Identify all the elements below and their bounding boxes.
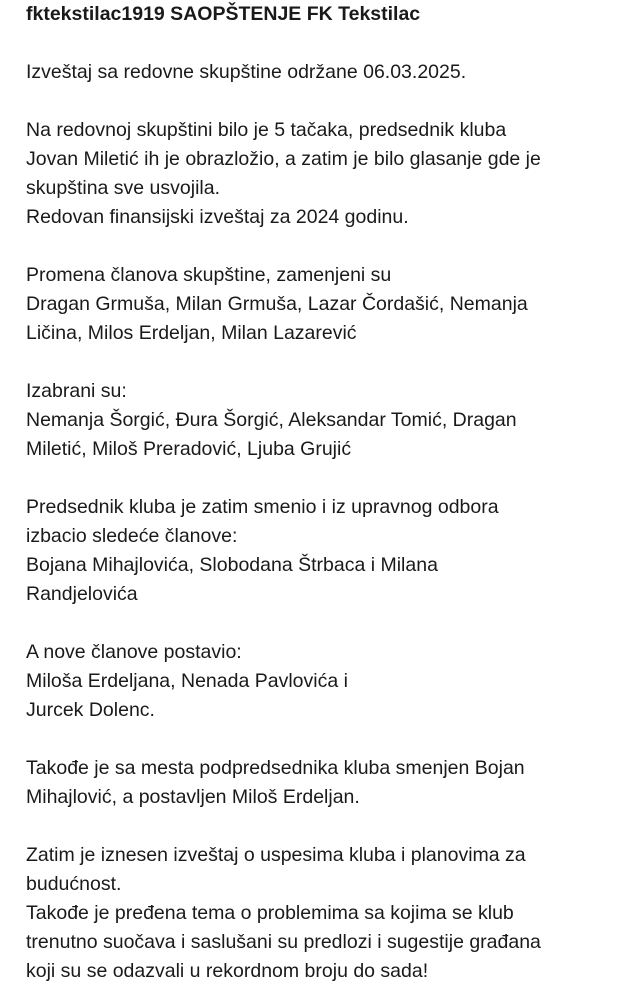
text-line: Takođe je pređena tema o problemima sa kojima se klub [26, 902, 514, 924]
text-line: Predsednik kluba je zatim smenio i iz upravnog odbora [26, 496, 499, 518]
text-line: A nove članove postavio: [26, 641, 242, 663]
text-line: Jovan Miletić ih je obrazložio, a zatim je bilo glasanje gde je [26, 148, 541, 170]
text-line: Ličina, Milos Erdeljan, Milan Lazarević [26, 322, 357, 344]
paragraph-members-replaced [26, 261, 629, 348]
paragraph-spacer [26, 812, 629, 841]
text-line: Zatim je iznesen izveštaj o uspesima kluba i planovima za [26, 844, 526, 866]
paragraph-meeting-report [26, 58, 629, 87]
paragraph-spacer [26, 87, 629, 116]
paragraph-spacer [26, 725, 629, 754]
text-line: Izabrani su: [26, 380, 127, 402]
paragraph-closing [26, 841, 629, 986]
text-line: budućnost. [26, 873, 122, 895]
text-line: Jurcek Dolenc. [26, 699, 155, 721]
text-line: Miletić, Miloš Preradović, Ljuba Grujić [26, 438, 352, 460]
text-line: Promena članova skupštine, zamenjeni su [26, 264, 392, 286]
text-line: Nemanja Šorgić, Đura Šorgić, Aleksandar Tomić, Dragan [26, 409, 517, 431]
paragraph-spacer [26, 464, 629, 493]
paragraph-vice-president [26, 754, 629, 812]
text-line: Na redovnoj skupštini bilo je 5 tačaka, predsednik kluba [26, 119, 507, 141]
text-line: koji su se odazvali u rekordnom broju do sada! [26, 960, 429, 982]
text-line: izbacio sledeće članove: [26, 525, 238, 547]
paragraph-spacer [26, 29, 629, 58]
text-line: Izveštaj sa redovne skupštine održane 06.03.2025. [26, 61, 467, 83]
text-line: trenutno suočava i saslušani su predlozi i sugestije građana [26, 931, 541, 953]
paragraph-spacer [26, 232, 629, 261]
paragraph-board-appointed [26, 638, 629, 725]
text-line: Randjelovića [26, 583, 138, 605]
post-header: fktekstilac1919 SAOPŠTENJE FK Tekstilac [26, 3, 421, 25]
text-line: Takođe je sa mesta podpredsednika kluba smenjen Bojan [26, 757, 525, 779]
text-line: Mihajlović, a postavljen Miloš Erdeljan. [26, 786, 360, 808]
paragraph-spacer [26, 348, 629, 377]
text-line: skupština sve usvojila. [26, 177, 221, 199]
paragraph-members-elected [26, 377, 629, 464]
paragraph-spacer [26, 609, 629, 638]
text-line: Bojana Mihajlovića, Slobodana Štrbaca i Milana [26, 554, 438, 576]
text-line: Miloša Erdeljana, Nenada Pavlovića i [26, 670, 348, 692]
text-line: Redovan finansijski izveštaj za 2024 godinu. [26, 206, 409, 228]
paragraph-board-removed [26, 493, 629, 609]
text-line: Dragan Grmuša, Milan Grmuša, Lazar Čordašić, Nemanja [26, 293, 528, 315]
paragraph-agenda [26, 116, 629, 232]
